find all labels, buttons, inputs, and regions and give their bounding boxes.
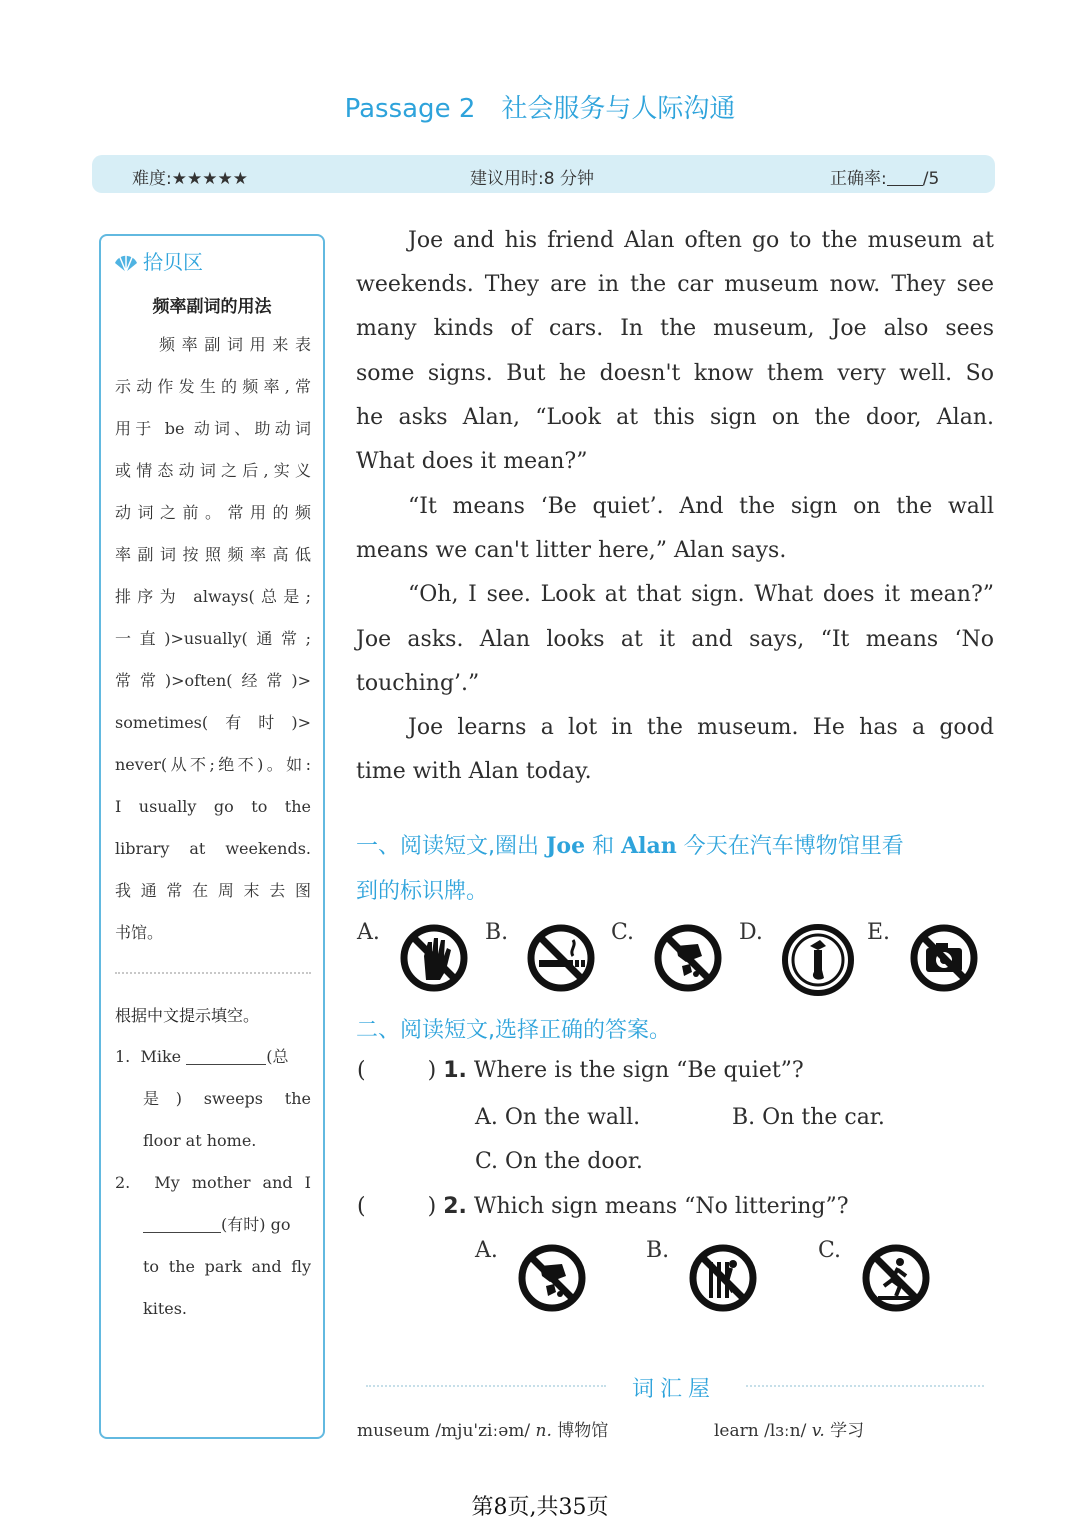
question-text: 是) sweeps the [143,1089,311,1108]
no-smoking-icon[interactable] [525,922,597,994]
question-text: Where is the sign “Be quiet”? [473,1058,804,1083]
answer-blank-1[interactable] [186,1048,266,1065]
vocab-divider-right [746,1385,984,1387]
passage-line: some signs. But he doesn't know them very well. So [356,361,994,386]
no-touching-icon[interactable] [398,922,470,994]
accuracy-total: /5 [922,169,940,189]
passage-line: Joe and his friend Alan often go to the museum at [408,228,994,253]
section-1-title-cont: 到的标识牌。 [356,879,489,904]
sidebar-line: 我通常在周末去图 [115,881,311,900]
no-littering-icon[interactable] [652,922,724,994]
question-text: Which sign means “No littering”? [473,1194,849,1219]
passage-line: Joe learns a lot in the museum. He has a good [408,715,994,740]
vocab-word: museum /mju'ziːəm/ [357,1421,531,1441]
accuracy-blank[interactable] [887,171,923,186]
difficulty-rating: 难度:★★★★★ [132,169,248,189]
sidebar-line: 一直)>usually(通常; [115,629,311,648]
choice-question-1 [357,1058,804,1083]
passage-line: What does it mean?” [356,449,588,474]
passage-line: time with Alan today. [356,759,592,784]
vocab-divider-left [366,1385,606,1387]
vocab-pos: n. [535,1421,552,1441]
question-hint: (有时) go [221,1215,291,1234]
no-walking-icon[interactable] [860,1242,932,1314]
no-climbing-icon[interactable] [687,1242,759,1314]
page-footer: 第8页,共35页 [471,1495,609,1520]
choice-option[interactable]: B. On the car. [732,1105,885,1130]
sidebar-line: 率副词按照频率高低 [115,545,311,564]
option-label: B. [646,1238,670,1263]
sidebar-line: 书馆。 [115,923,164,942]
choice-option[interactable]: C. On the door. [475,1149,643,1174]
sidebar-line: sometimes(有时)> [115,713,311,732]
option-label: E. [867,920,891,945]
sidebar-line: I usually go to the [115,797,311,816]
section-1-text: 一、阅读短文,圈出 [356,834,539,859]
question-number: 2. [115,1173,131,1192]
question-number: 1. [443,1058,467,1083]
sidebar-line: 常常)>often(经常)> [115,671,311,690]
sidebar-divider [115,972,311,974]
option-label: A. [475,1238,498,1263]
accuracy-label: 正确率: [830,169,887,189]
fill-question-1 [115,1036,311,1078]
sidebar-line: 动词之前。常用的频 [115,503,311,522]
section-2-title: 二、阅读短文,选择正确的答案。 [356,1018,671,1043]
option-label: D. [739,920,763,945]
sidebar-line: 排序为 always(总是; [115,587,311,606]
passage-topic: 社会服务与人际沟通 [501,94,736,124]
vocab-meaning: 学习 [830,1421,865,1441]
passage-line: means we can't litter here,” Alan says. [356,538,787,563]
option-label: B. [485,920,509,945]
sidebar-line: 频率副词用来表 [159,335,311,354]
choice-question-2 [357,1194,849,1219]
shell-icon [113,251,139,273]
question-number: 1. [115,1047,131,1066]
choice-option[interactable]: A. On the wall. [475,1105,641,1130]
question-number: 2. [443,1194,467,1219]
option-label: C. [611,920,635,945]
passage-line: “Oh, I see. Look at that sign. What does it mean?” [408,582,994,607]
passage-line: he asks Alan, “Look at this sign on the door, Alan. [356,405,994,430]
section-1-name: Alan [621,833,677,859]
sidebar-line: 示动作发生的频率,常 [115,377,311,396]
question-text: floor at home. [143,1131,257,1150]
tips-sidebar [99,234,325,1439]
section-1-text: 和 [592,834,615,859]
answer-blank-2[interactable] [143,1216,221,1233]
question-text: My mother and I [154,1173,312,1192]
option-label: A. [357,920,380,945]
vocab-word: learn /lɜːn/ [714,1421,807,1441]
passage-line: “It means ‘Be quiet’. And the sign on the wall [408,494,994,519]
question-paren: ) [427,1058,437,1083]
vocab-pos: v. [811,1421,825,1441]
sidebar-task: 根据中文提示填空。 [115,1006,260,1025]
vocab-entry-1 [357,1416,608,1441]
question-paren: ( [357,1194,366,1219]
sidebar-line: 用于 be 动词、助动词 [115,419,311,438]
sidebar-line: 或情态动词之后,实义 [115,461,311,480]
vocab-entry-2 [714,1416,864,1441]
keep-quiet-icon[interactable] [780,922,856,998]
question-text: kites. [143,1299,188,1318]
accuracy [830,164,939,189]
section-1-text: 今天在汽车博物馆里看 [683,834,904,859]
passage-number: Passage 2 [344,94,476,124]
question-text: Mike [140,1047,182,1066]
info-bar [92,155,995,193]
option-label: C. [818,1238,842,1263]
no-photography-icon[interactable] [908,922,980,994]
no-littering-icon[interactable] [516,1242,588,1314]
section-1-name: Joe [546,833,586,859]
sidebar-line: library at weekends. [115,839,311,858]
sidebar-line: never(从不;绝不)。如: [115,755,311,774]
fill-question-2 [115,1162,311,1204]
vocab-meaning: 博物馆 [557,1421,609,1441]
question-paren: ) [427,1194,437,1219]
passage-line: Joe asks. Alan looks at it and says, “It means ‘No [356,627,994,652]
page-title [0,88,1080,125]
question-text [143,1204,311,1246]
question-hint: (总 [266,1047,289,1066]
suggested-time: 建议用时:8 分钟 [470,169,594,189]
passage-line: touching’.” [356,671,480,696]
question-paren: ( [357,1058,366,1083]
passage-line: many kinds of cars. In the museum, Joe also sees [356,316,994,341]
question-text: to the park and fly [143,1257,311,1276]
sidebar-subtitle: 频率副词的用法 [152,297,272,317]
passage-line: weekends. They are in the car museum now. They see [356,272,994,297]
sidebar-heading-text: 拾贝区 [143,250,203,274]
vocab-title: 词汇屋 [632,1377,717,1402]
section-1-title [356,829,904,860]
sidebar-heading [113,246,203,275]
